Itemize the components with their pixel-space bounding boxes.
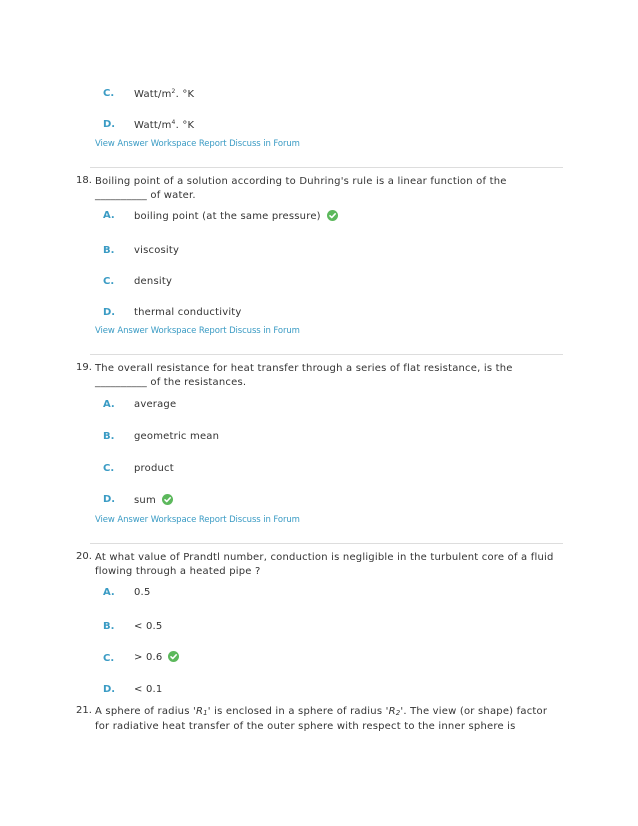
option-text: 0.5: [134, 587, 151, 598]
check-icon: [327, 210, 338, 221]
workspace-link[interactable]: Workspace: [150, 515, 197, 525]
question-links: [95, 515, 300, 525]
separator: [90, 167, 563, 168]
view-answer-link[interactable]: View Answer: [95, 515, 149, 525]
option-letter: C.: [103, 276, 115, 287]
option-letter: D.: [103, 307, 116, 318]
option-text: density: [134, 276, 173, 287]
question-links: [95, 326, 300, 336]
option-text: average: [134, 399, 177, 410]
option-letter: D.: [103, 684, 116, 695]
discuss-link[interactable]: Discuss in Forum: [229, 515, 300, 525]
separator: [90, 354, 563, 355]
option-text: thermal conductivity: [134, 307, 242, 318]
question-text: A sphere of radius '$R_1$' is enclosed in a sphere of radius '$R_2$'. The view (or shape) factor for radiative heat transfer of the outer sphere with respect to the inner sphere is: [95, 706, 548, 732]
question-number: 19.: [76, 362, 92, 373]
option-text: < 0.1: [134, 684, 163, 695]
option-letter: B.: [103, 245, 115, 256]
check-icon: [168, 651, 179, 662]
option-letter: B.: [103, 431, 115, 442]
option-text: product: [134, 463, 174, 474]
option-text: Watt/$m^4$. °K: [134, 119, 195, 131]
option-text: boiling point (at the same pressure): [134, 210, 338, 222]
question-text: Boiling point of a solution according to Duhring's rule is a linear function of the __________ of water.: [95, 176, 507, 201]
option-text: viscosity: [134, 245, 180, 256]
question-links: [95, 139, 300, 149]
question-number: 21.: [76, 705, 92, 716]
option-letter: A.: [103, 399, 115, 410]
view-answer-link[interactable]: View Answer: [95, 139, 149, 149]
question-text: The overall resistance for heat transfer through a series of flat resistance, is the __________ of the resistances.: [95, 363, 513, 388]
question-number: 20.: [76, 551, 92, 562]
report-link[interactable]: Report: [198, 326, 227, 336]
option-letter: C.: [103, 463, 115, 474]
option-letter: C.: [103, 88, 115, 99]
option-text: sum: [134, 494, 173, 506]
question-text: At what value of Prandtl number, conduction is negligible in the turbulent core of a fluid flowing through a heated pipe ?: [95, 552, 554, 577]
option-letter: A.: [103, 210, 115, 221]
view-answer-link[interactable]: View Answer: [95, 326, 149, 336]
option-text: < 0.5: [134, 621, 163, 632]
question-number: 18.: [76, 175, 92, 186]
option-letter: D.: [103, 119, 116, 130]
option-letter: A.: [103, 587, 115, 598]
separator: [90, 543, 563, 544]
check-icon: [162, 494, 173, 505]
report-link[interactable]: Report: [198, 139, 227, 149]
discuss-link[interactable]: Discuss in Forum: [229, 139, 300, 149]
option-letter: C.: [103, 653, 115, 664]
workspace-link[interactable]: Workspace: [150, 139, 197, 149]
workspace-link[interactable]: Workspace: [150, 326, 197, 336]
discuss-link[interactable]: Discuss in Forum: [229, 326, 300, 336]
option-text: Watt/$m^2$. °K: [134, 88, 195, 100]
report-link[interactable]: Report: [198, 515, 227, 525]
option-text: geometric mean: [134, 431, 220, 442]
option-letter: D.: [103, 494, 116, 505]
option-text: > 0.6: [134, 651, 179, 663]
option-letter: B.: [103, 621, 115, 632]
